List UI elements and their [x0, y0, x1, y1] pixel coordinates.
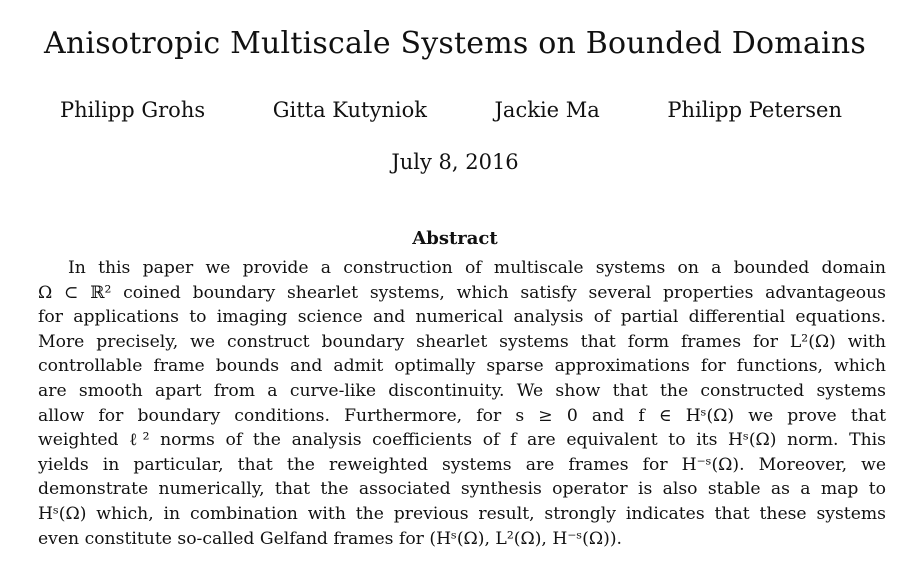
author-list [60, 98, 842, 122]
paper-title: Anisotropic Multiscale Systems on Bounded Domains [44, 26, 866, 61]
abstract-line: demonstrate numerically, that the associated synthesis operator is also stable as a map to [38, 479, 886, 500]
author-name: Philipp Grohs [60, 98, 206, 122]
abstract-line: are smooth apart from a curve-like discontinuity. We show that the constructed systems [38, 380, 886, 401]
abstract-line: even constitute so-called Gelfand frames for (Hˢ(Ω), L²(Ω), H⁻ˢ(Ω)). [38, 528, 623, 549]
abstract-line: In this paper we provide a construction of multiscale systems on a bounded domain [68, 258, 886, 278]
abstract-line: Ω ⊂ ℝ² coined boundary shearlet systems, which satisfy several properties advantageous [38, 282, 886, 303]
abstract-line: for applications to imaging science and numerical analysis of partial differential equations. [38, 307, 886, 328]
paper-date: July 8, 2016 [391, 150, 519, 174]
author-name: Jackie Ma [494, 98, 600, 122]
abstract-line: Hˢ(Ω) which, in combination with the previous result, strongly indicates that these systems [38, 503, 886, 524]
abstract-body [38, 256, 886, 551]
author-name: Gitta Kutyniok [272, 98, 427, 122]
abstract-line: yields in particular, that the reweighted systems are frames for H⁻ˢ(Ω). Moreover, we [38, 454, 886, 475]
abstract-line: allow for boundary conditions. Furthermore, for s ≥ 0 and f ∈ Hˢ(Ω) we prove that [38, 405, 886, 426]
abstract-line: weighted ℓ² norms of the analysis coefficients of f are equivalent to its Hˢ(Ω) norm. This [38, 430, 886, 451]
abstract-heading: Abstract [412, 228, 498, 249]
abstract-line: More precisely, we construct boundary shearlet systems that form frames for L²(Ω) with [38, 331, 886, 352]
abstract-line: controllable frame bounds and admit optimally sparse approximations for functions, which [38, 356, 886, 377]
author-name: Philipp Petersen [667, 98, 842, 122]
